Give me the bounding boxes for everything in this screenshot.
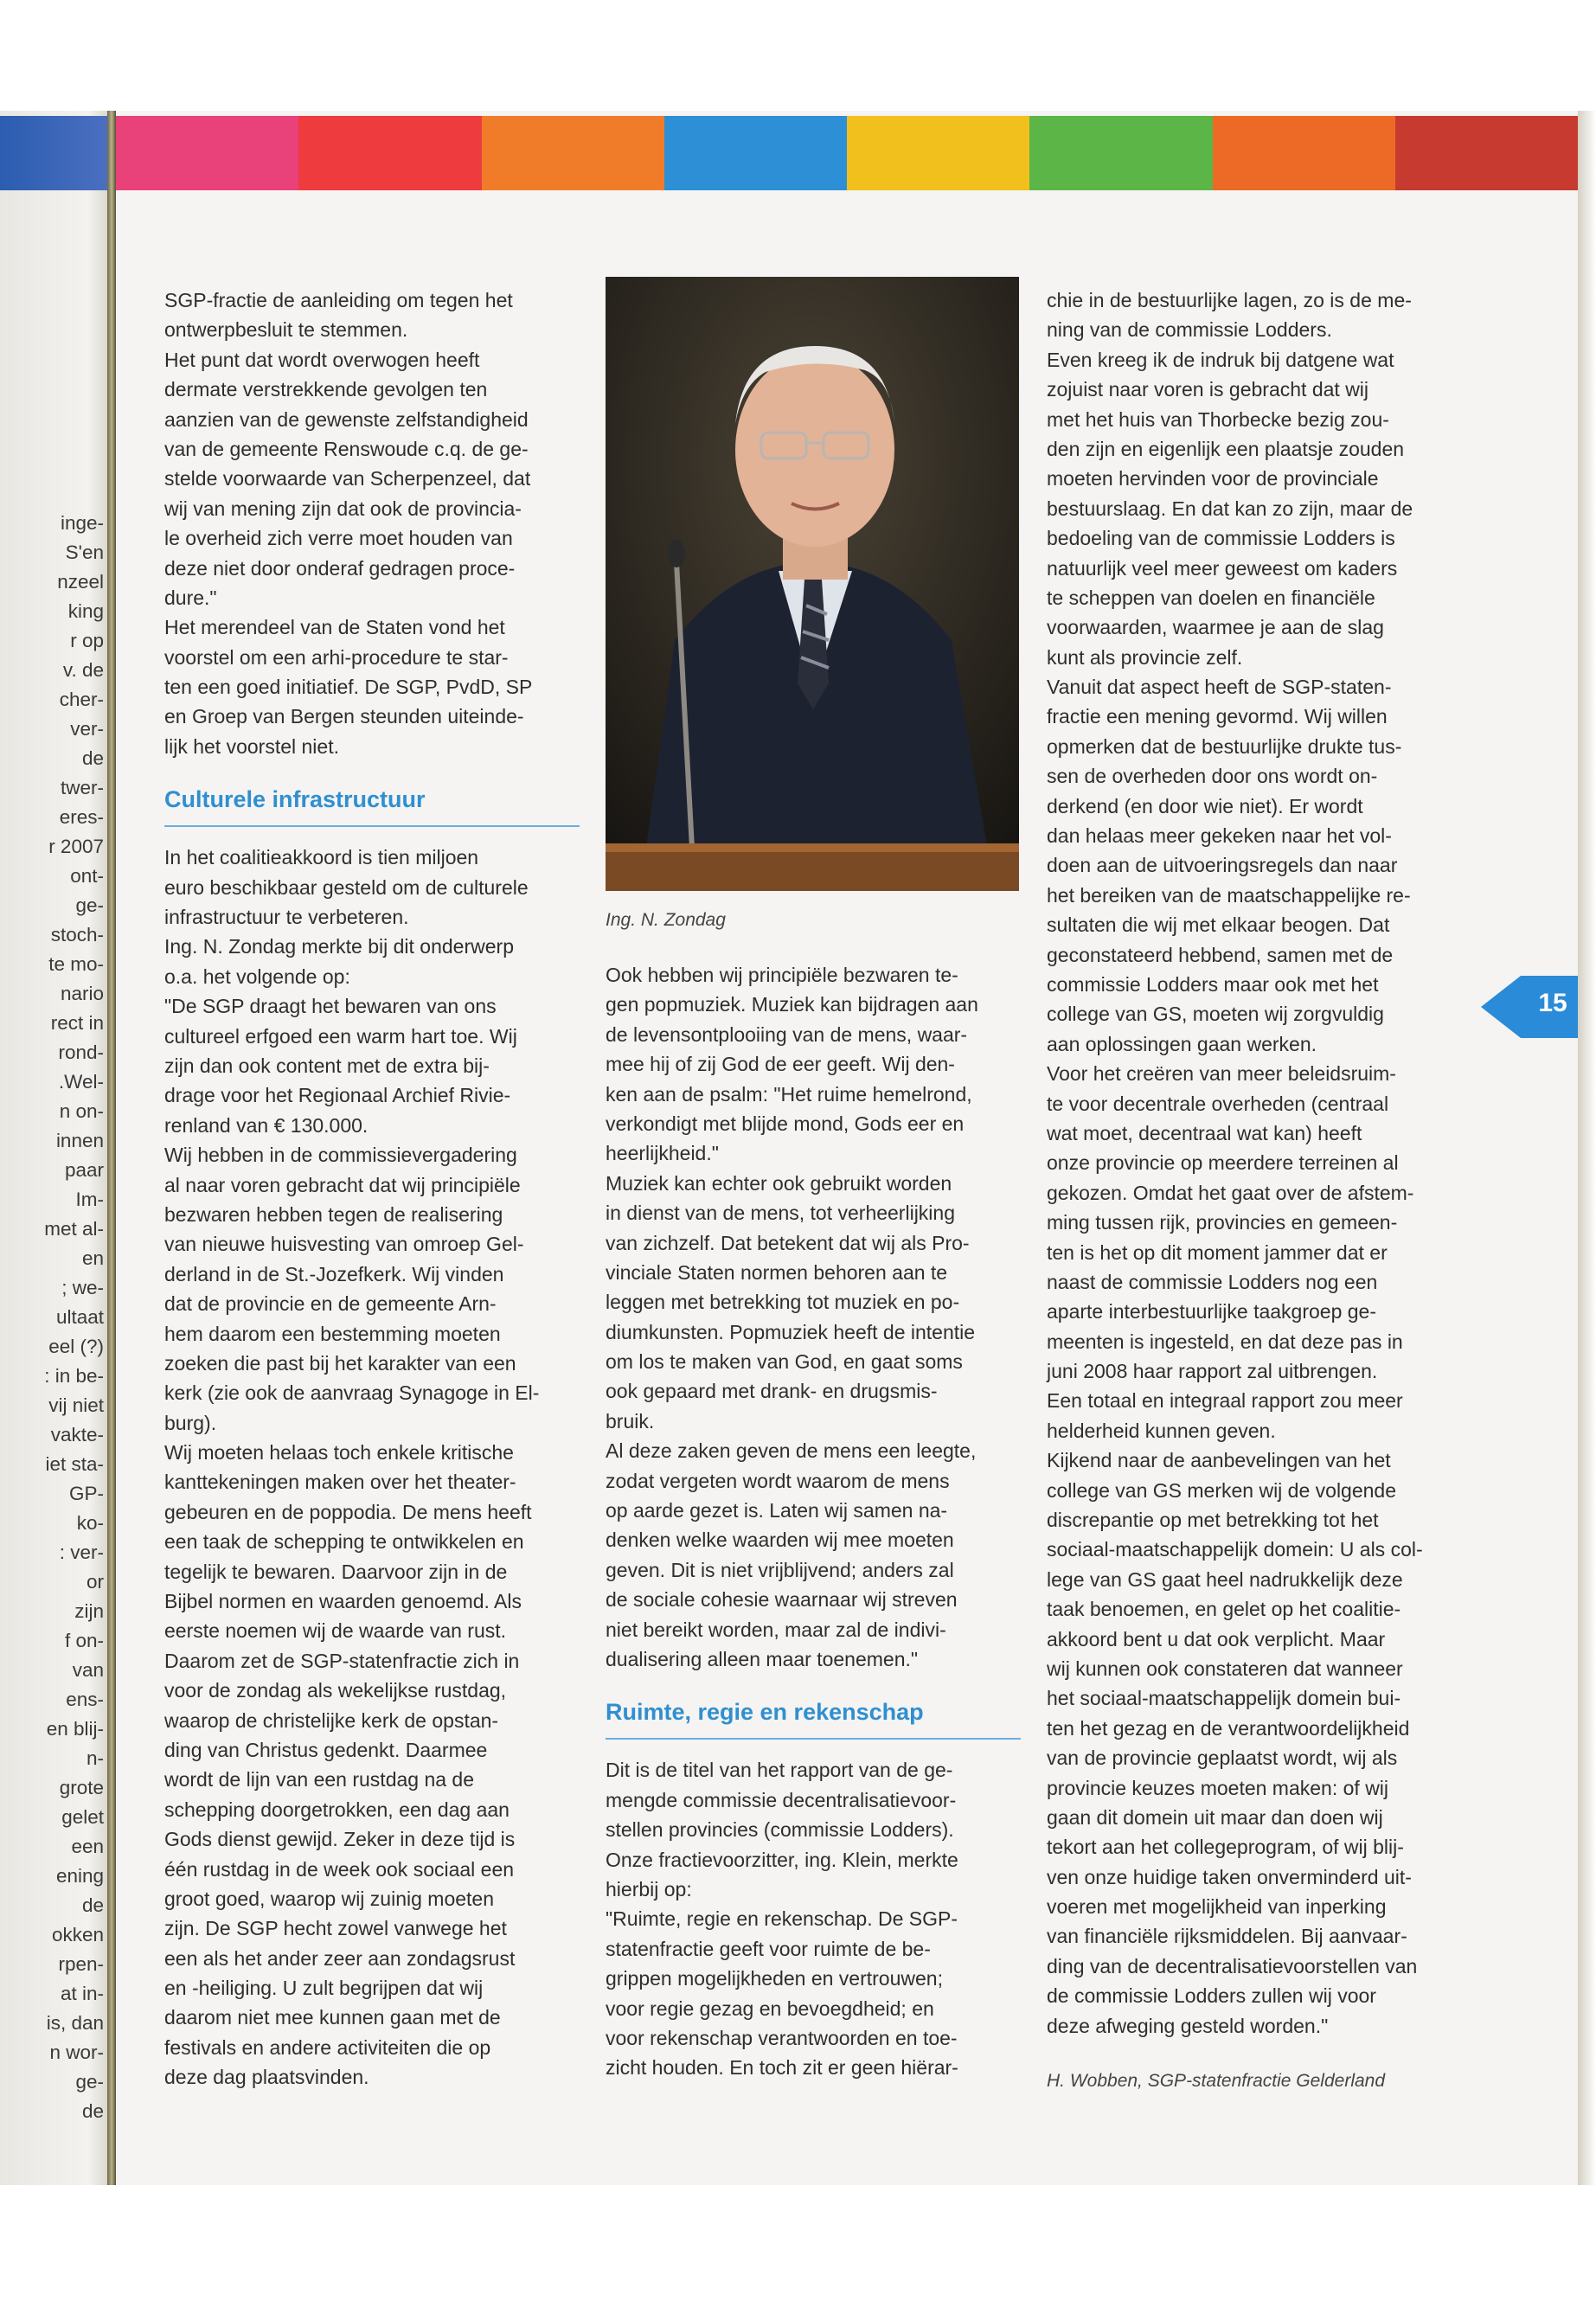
- text-line: te mo-: [48, 953, 104, 975]
- text-line: akkoord bent u dat ook verplicht. Maar: [1047, 1627, 1386, 1650]
- text-line: renland van € 130.000.: [164, 1113, 369, 1137]
- text-line: n-: [86, 1747, 104, 1769]
- text-line: schepping doorgetrokken, een dag aan: [164, 1798, 510, 1821]
- text-line: at in-: [60, 1983, 104, 2004]
- text-line: ming tussen rijk, provincies en gemeen-: [1047, 1211, 1398, 1234]
- text-line: de sociale cohesie waarnaar wij streven: [606, 1588, 958, 1612]
- text-line: ten is het op dit moment jammer dat er: [1047, 1240, 1388, 1264]
- text-line: college van GS merken wij de volgende: [1047, 1478, 1397, 1502]
- text-line: ver-: [70, 718, 104, 740]
- text-line: voor rekenschap verantwoorden en toe-: [606, 2026, 958, 2049]
- col2-paragraph: [606, 1755, 1021, 2082]
- text-line: Al deze zaken geven de mens een leegte,: [606, 1439, 977, 1463]
- text-line: .Wel-: [58, 1071, 104, 1093]
- text-line: or: [86, 1571, 104, 1593]
- text-line: rect in: [50, 1012, 104, 1034]
- text-line: hem daarom een bestemming moeten: [164, 1322, 501, 1345]
- color-band-segment: [298, 116, 481, 190]
- page-number: 15: [1538, 989, 1567, 1017]
- text-line: bruik.: [606, 1409, 655, 1433]
- text-line: ens-: [66, 1689, 104, 1710]
- text-line: fractie een mening gevormd. Wij willen: [1047, 705, 1388, 728]
- text-line: tekort aan het collegeprogram, of wij blij-: [1047, 1836, 1404, 1859]
- text-line: te voor decentrale overheden (centraal: [1047, 1092, 1389, 1115]
- text-line: dat de provincie en de gemeente Arn-: [164, 1292, 497, 1316]
- text-line: te scheppen van doelen en financiële: [1047, 586, 1375, 609]
- left-color-band: [0, 116, 107, 190]
- color-band-segment: [116, 116, 298, 190]
- text-line: de levensontplooiing van de mens, waar-: [606, 1022, 968, 1046]
- text-line: mee hij of zij God de eer geeft. Wij den-: [606, 1053, 955, 1076]
- text-line: wij van mening zijn dat ook de provincia-: [164, 497, 522, 520]
- text-line: van: [72, 1659, 104, 1681]
- text-line: juni 2008 haar rapport zal uitbrengen.: [1047, 1360, 1378, 1383]
- text-line: vinciale Staten normen behoren aan te: [606, 1260, 948, 1284]
- text-line: Daarom zet de SGP-statenfractie zich in: [164, 1649, 520, 1672]
- text-line: mengde commissie decentralisatievoor-: [606, 1788, 957, 1811]
- text-line: gaan dit domein uit maar dan doen wij: [1047, 1805, 1383, 1829]
- speaker-photo: [606, 277, 1019, 891]
- text-line: discrepantie op met betrekking tot het: [1047, 1509, 1379, 1532]
- text-line: een: [71, 1836, 104, 1857]
- text-line: GP-: [68, 1483, 104, 1504]
- text-line: Vanuit dat aspect heeft de SGP-staten-: [1047, 676, 1392, 699]
- text-line: Voor het creëren van meer beleidsruim-: [1047, 1062, 1396, 1086]
- text-line: geven. Dit is niet vrijblijvend; anders zal: [606, 1558, 954, 1581]
- text-line: van zichzelf. Dat betekent dat wij als Pro-: [606, 1231, 970, 1254]
- text-line: zijn: [74, 1600, 104, 1622]
- text-line: ; we-: [61, 1277, 104, 1298]
- text-line: n wor-: [49, 2041, 104, 2063]
- text-line: dualisering alleen maar toenemen.": [606, 1647, 919, 1670]
- text-line: twer-: [61, 777, 104, 798]
- text-line: Een totaal en integraal rapport zou meer: [1047, 1389, 1403, 1413]
- text-line: tegelijk te bewaren. Daarvoor zijn in de: [164, 1560, 508, 1583]
- text-line: kunt als provincie zelf.: [1047, 645, 1243, 669]
- text-line: van nieuwe huisvesting van omroep Gel-: [164, 1233, 524, 1256]
- column-3: [1047, 285, 1462, 2096]
- text-line: al naar voren gebracht dat wij principiële: [164, 1173, 521, 1196]
- color-band: [116, 116, 1578, 190]
- text-line: innen: [55, 1130, 104, 1151]
- col1-paragraph: [164, 843, 580, 2092]
- text-line: heerlijkheid.": [606, 1142, 719, 1165]
- text-line: kanttekeningen maken over het theater-: [164, 1471, 516, 1494]
- text-line: o.a. het volgende op:: [164, 965, 350, 988]
- text-line: Dit is de titel van het rapport van de ge-: [606, 1759, 953, 1782]
- text-line: burg).: [164, 1411, 217, 1434]
- text-line: deze dag plaatsvinden.: [164, 2066, 369, 2089]
- text-line: zoeken die past bij het karakter van een: [164, 1351, 516, 1375]
- text-line: voeren met mogelijkheid van inperking: [1047, 1895, 1387, 1919]
- text-line: de: [81, 747, 104, 769]
- text-line: iet sta-: [45, 1453, 104, 1475]
- text-line: met het huis van Thorbecke bezig zou-: [1047, 407, 1389, 431]
- color-band-segment: [1029, 116, 1212, 190]
- text-line: meenten is ingesteld, en dat deze pas in: [1047, 1330, 1403, 1353]
- text-line: het bereiken van de maatschappelijke re-: [1047, 883, 1411, 907]
- text-line: Im-: [75, 1189, 104, 1210]
- text-line: f on-: [64, 1630, 104, 1651]
- text-line: gekozen. Omdat het gaat over de afstem-: [1047, 1181, 1414, 1204]
- text-line: bestuurslaag. En dat kan zo zijn, maar de: [1047, 497, 1413, 520]
- text-line: zijn. De SGP hecht zowel vanwege het: [164, 1917, 507, 1940]
- text-line: van financiële rijksmiddelen. Bij aanvaar-: [1047, 1925, 1407, 1948]
- text-line: vakte-: [50, 1424, 104, 1445]
- text-line: doen aan de uitvoeringsregels dan naar: [1047, 854, 1398, 877]
- text-line: van de provincie geplaatst wordt, wij als: [1047, 1747, 1398, 1770]
- text-line: lijk het voorstel niet.: [164, 734, 339, 758]
- left-page-text: [0, 509, 107, 2126]
- text-line: "Ruimte, regie en rekenschap. De SGP-: [606, 1907, 958, 1931]
- text-line: paar: [64, 1159, 104, 1181]
- text-line: opmerken dat de bestuurlijke drukte tus-: [1047, 734, 1402, 758]
- text-line: niet bereikt worden, maar zal de indivi-: [606, 1618, 946, 1641]
- text-line: rond-: [58, 1042, 104, 1063]
- text-line: grippen mogelijkheden en vertrouwen;: [606, 1967, 943, 1990]
- text-line: leggen met betrekking tot muziek en po-: [606, 1291, 960, 1314]
- text-line: dan helaas meer gekeken naar het vol-: [1047, 824, 1392, 848]
- text-line: taak benoemen, en gelet op het coalitie-: [1047, 1598, 1401, 1621]
- text-line: eres-: [59, 806, 104, 828]
- text-line: eerste noemen wij de waarde van rust.: [164, 1619, 507, 1643]
- text-line: derland in de St.-Jozefkerk. Wij vinden: [164, 1262, 504, 1285]
- text-line: Bijbel normen en waarden genoemd. Als: [164, 1590, 522, 1613]
- text-line: daarom niet mee kunnen gaan met de: [164, 2006, 501, 2029]
- text-line: cultureel erfgoed een warm hart toe. Wij: [164, 1024, 517, 1048]
- speaker-illustration: [606, 277, 1019, 891]
- text-line: zojuist naar voren is gebracht dat wij: [1047, 378, 1369, 401]
- col1-paragraph: [164, 285, 580, 761]
- text-line: Het punt dat wordt overwogen heeft: [164, 348, 480, 371]
- text-line: voorwaarden, waarmee je aan de slag: [1047, 616, 1384, 639]
- text-line: ning van de commissie Lodders.: [1047, 318, 1332, 342]
- text-line: voorstel om een arhi-procedure te star-: [164, 645, 509, 669]
- text-line: bezwaren hebben tegen de realisering: [164, 1202, 503, 1226]
- col3-paragraph: [1047, 285, 1462, 2041]
- text-line: verkondigt met blijde mond, Gods eer en: [606, 1112, 965, 1135]
- text-line: nario: [60, 983, 104, 1004]
- text-line: en Groep van Bergen steunden uiteinde-: [164, 705, 524, 728]
- text-line: gebeuren en de poppodia. De mens heeft: [164, 1500, 532, 1523]
- text-line: de: [81, 1894, 104, 1916]
- text-line: nzeel: [57, 571, 104, 593]
- text-line: derkend (en door wie niet). Er wordt: [1047, 794, 1363, 817]
- text-line: ko-: [76, 1512, 104, 1534]
- text-line: deze niet door onderaf gedragen proce-: [164, 556, 516, 580]
- text-line: van de gemeente Renswoude c.q. de ge-: [164, 437, 529, 460]
- text-line: voor de zondag als wekelijkse rustdag,: [164, 1679, 507, 1702]
- text-line: inge-: [60, 512, 104, 534]
- text-line: groot goed, waarop wij zuinig moeten: [164, 1887, 495, 1910]
- text-line: Wij moeten helaas toch enkele kritische: [164, 1441, 514, 1465]
- text-line: Het merendeel van de Staten vond het: [164, 616, 505, 639]
- text-line: ten een goed initiatief. De SGP, PvdD, SP: [164, 676, 533, 699]
- text-line: okken: [51, 1924, 104, 1945]
- text-line: geconstateerd hebbend, samen met de: [1047, 943, 1394, 966]
- text-line: S'en: [65, 542, 104, 563]
- text-line: ten het gezag en de verantwoordelijkheid: [1047, 1716, 1410, 1740]
- text-line: het sociaal-maatschappelijk domein bui-: [1047, 1687, 1401, 1710]
- text-line: wij kunnen ook constateren dat wanneer: [1047, 1657, 1403, 1680]
- text-line: wat moet, decentraal wat kan) heeft: [1047, 1121, 1362, 1144]
- col2-paragraph: [606, 960, 1021, 1674]
- author-signature: H. Wobben, SGP-statenfractie Gelderland: [1047, 2071, 1386, 2092]
- text-line: SGP-fractie de aanleiding om tegen het: [164, 289, 513, 311]
- text-line: ultaat: [55, 1306, 104, 1328]
- text-line: gelet: [61, 1806, 104, 1828]
- text-line: naast de commissie Lodders nog een: [1047, 1270, 1378, 1293]
- text-line: wordt de lijn van een rustdag na de: [164, 1768, 475, 1791]
- text-line: rpen-: [58, 1953, 104, 1975]
- text-line: moeten hervinden voor de provinciale: [1047, 467, 1379, 490]
- text-line: gen popmuziek. Muziek kan bijdragen aan: [606, 993, 978, 1016]
- text-line: ening: [55, 1865, 104, 1887]
- text-line: lege van GS gaat heel nadrukkelijk deze: [1047, 1567, 1403, 1591]
- text-line: bedoeling van de commissie Lodders is: [1047, 527, 1395, 550]
- text-line: commissie Lodders maar ook met het: [1047, 972, 1379, 996]
- text-line: v. de: [62, 659, 104, 681]
- column-2: [606, 960, 1021, 2083]
- text-line: in dienst van de mens, tot verheerlijking: [606, 1202, 955, 1225]
- text-line: de commissie Lodders zullen wij voor: [1047, 1984, 1376, 2008]
- text-line: ontwerpbesluit te stemmen.: [164, 318, 408, 342]
- column-1: [164, 285, 580, 2093]
- text-line: : in be-: [44, 1365, 104, 1387]
- text-line: en: [81, 1247, 104, 1269]
- text-line: ding van Christus gedenkt. Daarmee: [164, 1738, 488, 1761]
- color-band-segment: [1213, 116, 1395, 190]
- text-line: voor regie gezag en bevoegdheid; en: [606, 1997, 934, 2020]
- color-band-segment: [1395, 116, 1578, 190]
- text-line: r 2007: [48, 836, 104, 857]
- text-line: en blij-: [46, 1718, 104, 1740]
- color-band-segment: [482, 116, 664, 190]
- text-line: op aarde gezet is. Laten wij samen na-: [606, 1499, 948, 1522]
- text-line: kerk (zie ook de aanvraag Synagoge in El-: [164, 1381, 540, 1405]
- text-line: ook gepaard met drank- en drugsmis-: [606, 1380, 938, 1403]
- text-line: grote: [59, 1777, 104, 1798]
- text-line: festivals en andere activiteiten die op: [164, 2035, 491, 2059]
- text-line: hierbij op:: [606, 1877, 692, 1900]
- section-heading-culturele-infrastructuur: Culturele infrastructuur: [164, 782, 580, 827]
- text-line: een taak de schepping te ontwikkelen en: [164, 1530, 524, 1554]
- text-line: provincie keuzes moeten maken: of wij: [1047, 1776, 1389, 1799]
- text-line: Ook hebben wij principiële bezwaren te-: [606, 964, 958, 986]
- section-heading-ruimte-regie-rekenschap: Ruimte, regie en rekenschap: [606, 1695, 1021, 1740]
- text-line: statenfractie geeft voor ruimte de be-: [606, 1937, 931, 1960]
- text-line: ge-: [75, 2071, 104, 2093]
- text-line: ding van de decentralisatievoorstellen van: [1047, 1954, 1418, 1977]
- text-line: : ver-: [59, 1541, 104, 1563]
- text-line: en -heiliging. U zult begrijpen dat wij: [164, 1977, 484, 2000]
- text-line: den zijn en eigenlijk een plaatsje zouden: [1047, 437, 1405, 460]
- text-line: college van GS, moeten wij zorgvuldig: [1047, 1003, 1384, 1026]
- text-line: euro beschikbaar gesteld om de culturele: [164, 875, 529, 899]
- text-line: zijn dan ook content met de extra bij-: [164, 1054, 490, 1077]
- text-line: vij niet: [48, 1394, 104, 1416]
- color-band-segment: [847, 116, 1029, 190]
- text-line: helderheid kunnen geven.: [1047, 1419, 1276, 1442]
- text-line: aan oplossingen gaan werken.: [1047, 1032, 1317, 1055]
- text-line: Wij hebben in de commissievergadering: [164, 1144, 517, 1167]
- text-line: zicht houden. En toch zit er geen hiërar-: [606, 2056, 958, 2080]
- text-line: dure.": [164, 586, 217, 609]
- text-line: drage voor het Regionaal Archief Rivie-: [164, 1084, 511, 1107]
- text-line: Muziek kan echter ook gebruikt worden: [606, 1171, 952, 1195]
- text-line: infrastructuur te verbeteren.: [164, 906, 409, 929]
- text-line: ge-: [75, 894, 104, 916]
- text-line: Ing. N. Zondag merkte bij dit onderwerp: [164, 935, 514, 958]
- text-line: aparte interbestuurlijke taakgroep ge-: [1047, 1300, 1377, 1324]
- text-line: stoch-: [50, 924, 104, 945]
- text-line: king: [67, 600, 104, 622]
- text-line: Even kreeg ik de indruk bij datgene wat: [1047, 348, 1394, 371]
- text-line: ven onze huidige taken onverminderd uit-: [1047, 1865, 1412, 1888]
- photo-caption: Ing. N. Zondag: [606, 910, 726, 930]
- page-edge: [1578, 111, 1596, 2185]
- text-line: stellen provincies (commissie Lodders).: [606, 1818, 954, 1842]
- text-line: natuurlijk veel meer geweest om kaders: [1047, 556, 1398, 580]
- text-line: is, dan: [46, 2012, 104, 2034]
- text-line: stelde voorwaarde van Scherpenzeel, dat: [164, 467, 531, 490]
- spine: [107, 111, 116, 2185]
- text-line: zodat vergeten wordt waarom de mens: [606, 1469, 950, 1492]
- text-line: aanzien van de gewenste zelfstandigheid: [164, 407, 529, 431]
- text-line: ont-: [70, 865, 104, 887]
- text-line: om los te maken van God, en gaat soms: [606, 1350, 963, 1374]
- text-line: denken welke waarden wij mee moeten: [606, 1529, 954, 1552]
- text-line: sultaten die wij met elkaar beogen. Dat: [1047, 913, 1390, 937]
- text-line: een als het ander zeer aan zondagsrust: [164, 1946, 516, 1970]
- text-line: dermate verstrekkende gevolgen ten: [164, 378, 488, 401]
- text-line: waarop de christelijke kerk de opstan-: [164, 1708, 499, 1732]
- text-line: cher-: [59, 689, 104, 710]
- text-line: onze provincie op meerdere terreinen al: [1047, 1151, 1399, 1175]
- text-line: de: [81, 2100, 104, 2122]
- text-line: ken aan de psalm: "Het ruime hemelrond,: [606, 1082, 972, 1106]
- text-line: n on-: [59, 1100, 104, 1122]
- text-line: deze afweging gesteld worden.": [1047, 2014, 1329, 2037]
- text-line: Onze fractievoorzitter, ing. Klein, merkte: [606, 1848, 958, 1871]
- text-line: één rustdag in de week ook sociaal een: [164, 1857, 515, 1881]
- text-line: sociaal-maatschappelijk domein: U als col-: [1047, 1538, 1423, 1561]
- text-line: diumkunsten. Popmuziek heeft de intentie: [606, 1320, 976, 1343]
- text-line: In het coalitieakkoord is tien miljoen: [164, 846, 479, 869]
- text-line: le overheid zich verre moet houden van: [164, 527, 513, 550]
- text-line: sen de overheden door ons wordt on-: [1047, 765, 1378, 788]
- text-line: Gods dienst gewijd. Zeker in deze tijd is: [164, 1828, 516, 1851]
- text-line: r op: [70, 630, 104, 651]
- text-line: Kijkend naar de aanbevelingen van het: [1047, 1449, 1391, 1472]
- text-line: "De SGP draagt het bewaren van ons: [164, 995, 497, 1018]
- left-page: [0, 111, 111, 2185]
- color-band-segment: [664, 116, 847, 190]
- text-line: chie in de bestuurlijke lagen, zo is de me-: [1047, 289, 1412, 311]
- text-line: met al-: [44, 1218, 104, 1240]
- text-line: eel (?): [48, 1336, 104, 1357]
